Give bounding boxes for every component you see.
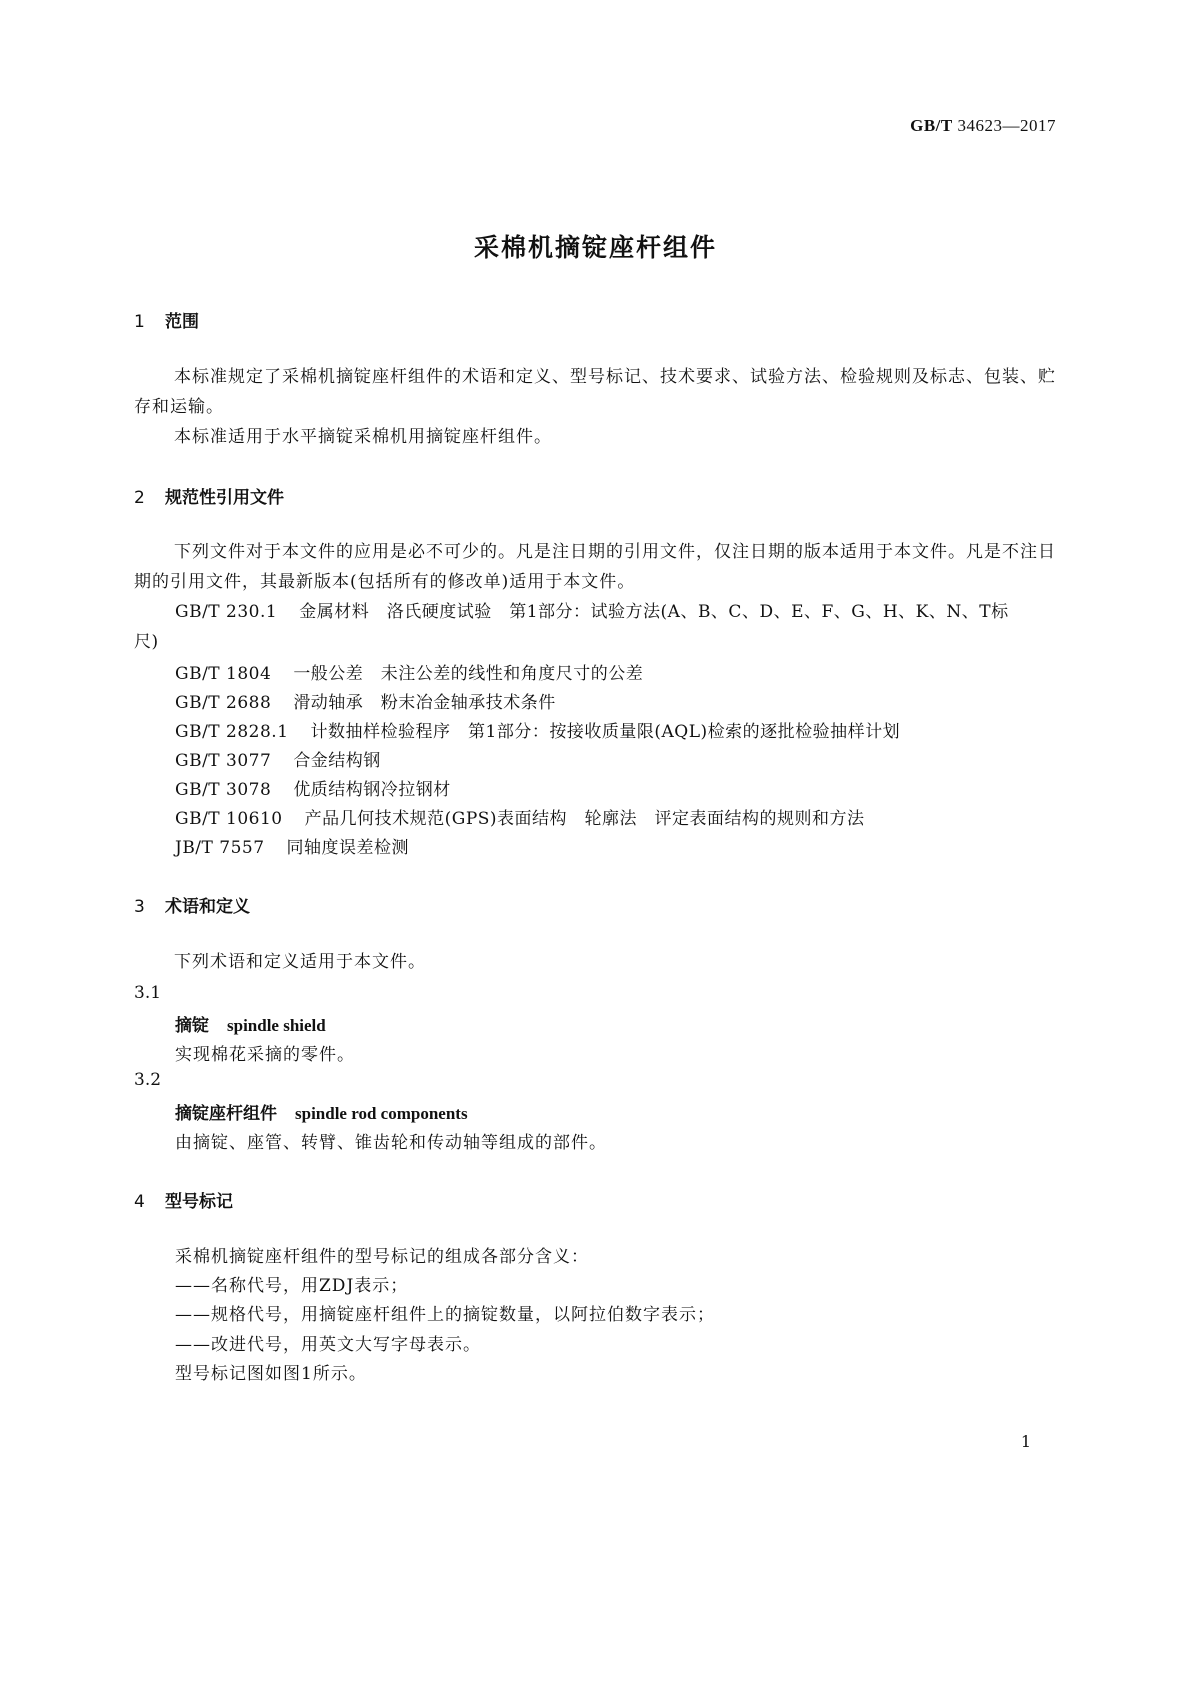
section-title: 术语和定义 [165,897,250,917]
reference-code: GB/T 230.1 [175,602,278,622]
term-heading [175,1099,468,1124]
reference-name: 金属材料 洛氏硬度试验 第1部分：试验方法(A、B、C、D、E、F、G、H、K、N、T标尺) [134,602,1009,652]
section-3-paragraph-1: 下列术语和定义适用于本文件。 [174,952,426,972]
section-number: 1 [134,312,145,332]
reference-code: GB/T 2688 [175,693,272,713]
term-definition: 由摘锭、座管、转臂、锥齿轮和传动轴等组成的部件。 [175,1133,607,1153]
reference-item [175,717,900,742]
term-chinese: 摘锭 [175,1016,209,1036]
reference-item [175,833,409,858]
list-item: ——规格代号，用摘锭座杆组件上的摘锭数量，以阿拉伯数字表示； [175,1305,715,1325]
section-number: 2 [134,488,145,508]
reference-code: GB/T 3078 [175,780,272,800]
term-number: 3.2 [134,1070,162,1090]
reference-item [175,659,643,684]
reference-name: 滑动轴承 粉末冶金轴承技术条件 [293,693,556,713]
reference-item [134,597,1016,657]
reference-name: 一般公差 未注公差的线性和角度尺寸的公差 [293,664,644,684]
reference-item [175,746,381,771]
section-title: 规范性引用文件 [165,488,284,508]
section-4-paragraph-2: 型号标记图如图1所示。 [175,1364,367,1384]
page-number: 1 [1020,1432,1031,1451]
reference-item [175,775,451,800]
list-item: ——名称代号，用ZDJ表示； [175,1276,409,1296]
section-title: 型号标记 [165,1192,233,1212]
term-chinese: 摘锭座杆组件 [175,1104,277,1124]
term-number: 3.1 [134,983,162,1003]
standard-number: 34623—2017 [957,116,1056,135]
section-4-heading [134,1187,233,1212]
section-2-paragraph-1: 下列文件对于本文件的应用是必不可少的。凡是注日期的引用文件，仅注日期的版本适用于本文件。凡是不注日期的引用文件，其最新版本(包括所有的修改单)适用于本文件。 [134,542,1056,592]
section-4-paragraph-1: 采棉机摘锭座杆组件的型号标记的组成各部分含义： [175,1247,589,1267]
reference-item [175,804,865,829]
standard-prefix: GB/T [910,116,953,135]
standard-code [910,116,1056,136]
reference-name: 合金结构钢 [293,751,381,771]
section-number: 4 [134,1192,145,1212]
section-1-paragraph-2: 本标准适用于水平摘锭采棉机用摘锭座杆组件。 [174,427,552,447]
document-title: 采棉机摘锭座杆组件 [473,233,717,262]
reference-name: 产品几何技术规范(GPS)表面结构 轮廓法 评定表面结构的规则和方法 [304,809,865,829]
reference-code: GB/T 10610 [175,809,283,829]
reference-code: GB/T 3077 [175,751,272,771]
reference-name: 优质结构钢冷拉钢材 [293,780,451,800]
reference-code: GB/T 2828.1 [175,722,289,742]
section-title: 范围 [165,312,199,332]
section-1-heading [134,307,199,332]
list-item: ——改进代号，用英文大写字母表示。 [175,1335,481,1355]
reference-item [175,688,556,713]
reference-name: 同轴度误差检测 [286,838,410,858]
section-1-paragraph-1: 本标准规定了采棉机摘锭座杆组件的术语和定义、型号标记、技术要求、试验方法、检验规则及标志、包装、贮存和运输。 [134,367,1056,417]
term-heading [175,1011,326,1036]
term-definition: 实现棉花采摘的零件。 [175,1045,355,1065]
reference-code: JB/T 7557 [175,838,265,858]
section-number: 3 [134,897,145,917]
reference-name: 计数抽样检验程序 第1部分：按接收质量限(AQL)检索的逐批检验抽样计划 [310,722,901,742]
term-english: spindle rod components [295,1104,468,1123]
section-3-heading [134,892,250,917]
term-english: spindle shield [227,1016,326,1035]
section-2-heading [134,483,284,508]
reference-code: GB/T 1804 [175,664,272,684]
